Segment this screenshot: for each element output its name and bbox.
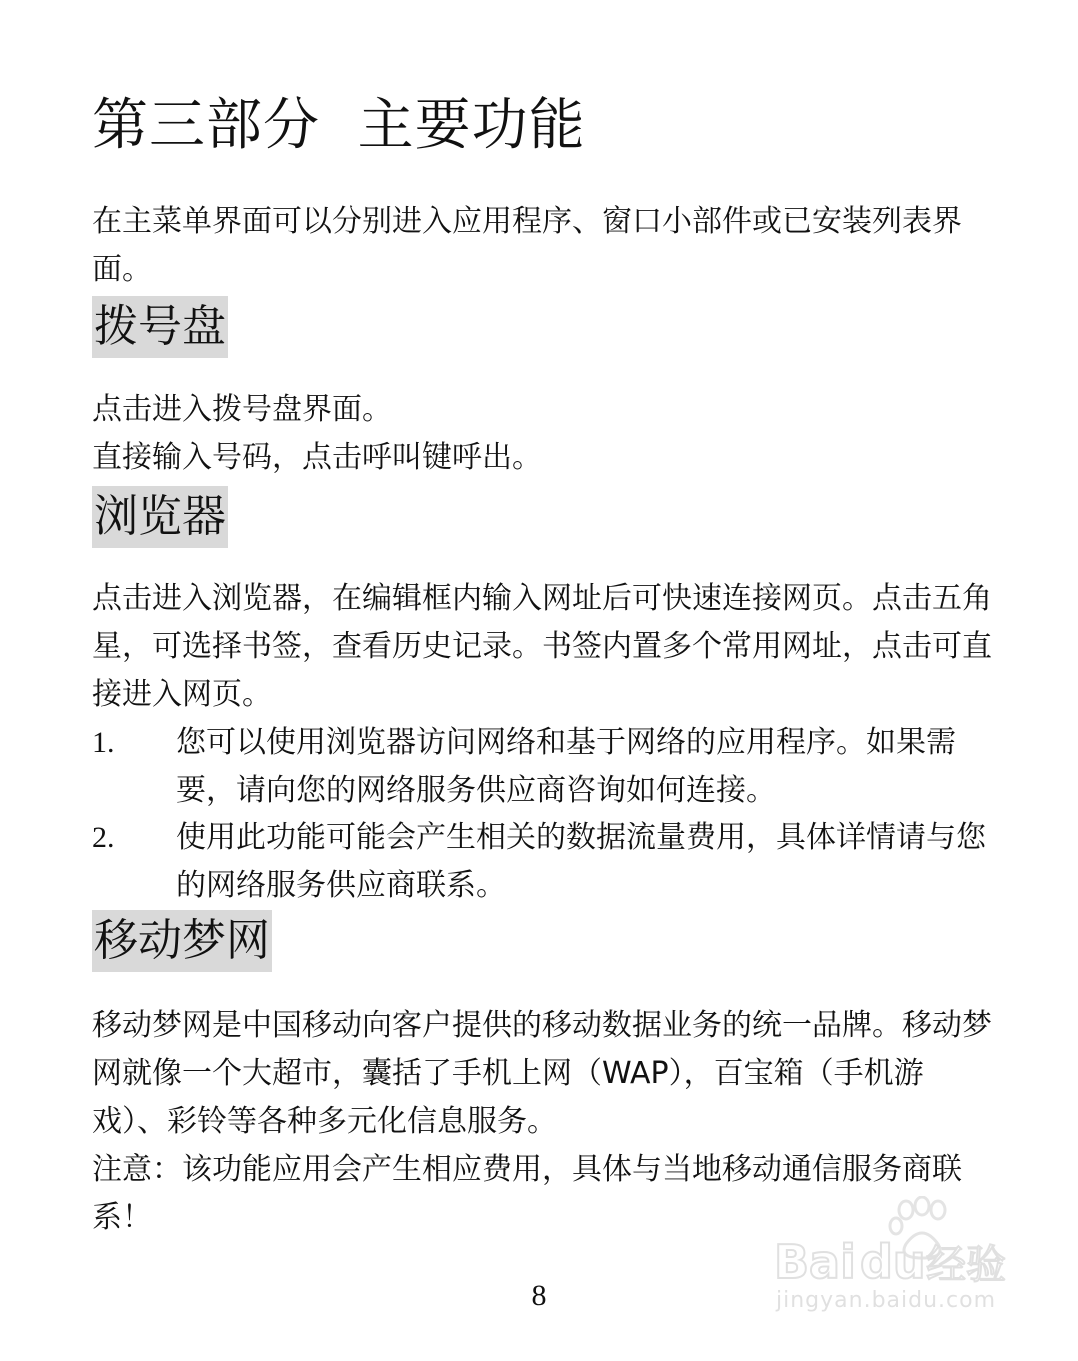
svg-text:du: du bbox=[860, 1235, 926, 1289]
list-text: 使用此功能可能会产生相关的数据流量费用，具体详情请与您的网络服务供应商联系。 bbox=[176, 820, 986, 903]
page-number: 8 bbox=[531, 1279, 547, 1312]
dialer-line-1: 点击进入拨号盘界面。 bbox=[92, 392, 392, 427]
browser-paragraph: 点击进入浏览器，在编辑框内输入网址后可快速连接网页。点击五角星，可选择书签，查看历史记录。书签内置多个常用网址，点击可直接进入网页。 bbox=[92, 581, 992, 712]
list-number: 2. bbox=[92, 821, 115, 854]
intro-paragraph: 在主菜单界面可以分别进入应用程序、窗口小部件或已安装列表界面。 bbox=[92, 204, 962, 287]
dialer-line-2: 直接输入号码，点击呼叫键呼出。 bbox=[92, 440, 542, 475]
list-number: 1. bbox=[92, 726, 115, 759]
svg-text:经验: 经验 bbox=[926, 1242, 1006, 1288]
section-heading-browser: 浏览器 bbox=[92, 486, 228, 548]
watermark-url: jingyan.baidu.com bbox=[776, 1288, 997, 1313]
baidu-paw-logo-icon bbox=[756, 1196, 1016, 1292]
section-heading-monternet: 移动梦网 bbox=[92, 910, 272, 972]
baidu-watermark bbox=[756, 1196, 1016, 1326]
section-heading-dialer: 拨号盘 bbox=[92, 296, 228, 358]
svg-text:Bai: Bai bbox=[774, 1235, 856, 1289]
page-title: 第三部分 主要功能 bbox=[92, 93, 586, 158]
list-text: 您可以使用浏览器访问网络和基于网络的应用程序。如果需要，请向您的网络服务供应商咨询如何连接。 bbox=[176, 725, 956, 808]
monternet-note: 注意：该功能应用会产生相应费用，具体与当地移动通信服务商联系！ bbox=[92, 1152, 962, 1235]
monternet-paragraph: 移动梦网是中国移动向客户提供的移动数据业务的统一品牌。移动梦网就像一个大超市，囊括了手机上网（WAP），百宝箱（手机游戏）、彩铃等各种多元化信息服务。 bbox=[92, 1008, 992, 1139]
